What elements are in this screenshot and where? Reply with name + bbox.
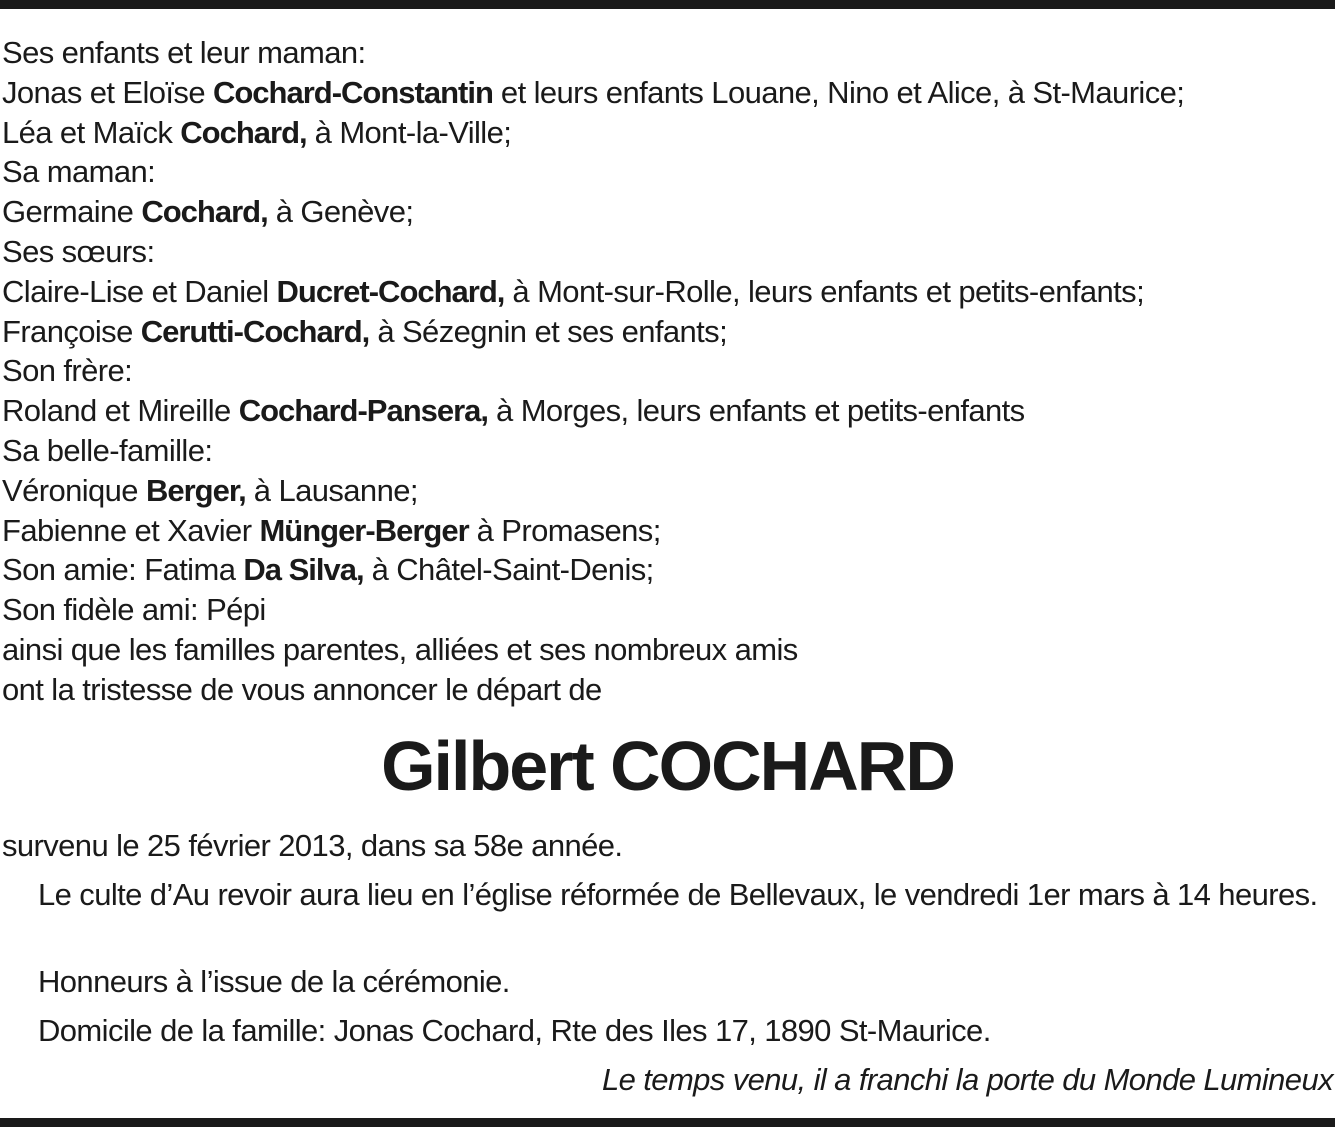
family-line: Jonas et Eloïse Cochard-Constantin et leurs enfants Louane, Nino et Alice, à St-Maurice; <box>2 74 1185 110</box>
family-line: Son fidèle ami: Pépi <box>2 592 266 628</box>
family-line: Ses enfants et leur maman: <box>2 35 366 70</box>
family-list <box>2 33 1332 710</box>
family-line: Sa maman: <box>2 154 156 190</box>
family-address: Domicile de la famille: Jonas Cochard, Rte des Iles 17, 1890 St-Maurice. <box>38 1013 991 1048</box>
family-line: Sa belle-famille: <box>2 432 213 468</box>
family-line: Véronique Berger, à Lausanne; <box>2 472 418 508</box>
family-line: Françoise Cerutti-Cochard, à Sézegnin et ses enfants; <box>2 313 728 349</box>
family-line: Son amie: Fatima Da Silva, à Châtel-Saint-Denis; <box>2 552 654 588</box>
family-line: Germaine Cochard, à Genève; <box>2 194 414 230</box>
service-announcement: Le culte d’Au revoir aura lieu en l’église réformée de Bellevaux, le vendredi 1er mars à 14 heures. <box>38 877 1318 912</box>
passing-date: survenu le 25 février 2013, dans sa 58e année. <box>2 828 623 863</box>
family-line: Son frère: <box>2 353 133 389</box>
family-line: Léa et Maïck Cochard, à Mont-la-Ville; <box>2 114 512 150</box>
family-line: ainsi que les familles parentes, alliées et ses nombreux amis <box>2 631 798 667</box>
family-line: Ses sœurs: <box>2 233 155 269</box>
deceased-name: Gilbert COCHARD <box>381 727 954 805</box>
honors-note: Honneurs à l’issue de la cérémonie. <box>38 964 510 999</box>
family-line: Fabienne et Xavier Münger-Berger à Promasens; <box>2 512 661 548</box>
family-line: Claire-Lise et Daniel Ducret-Cochard, à Mont-sur-Rolle, leurs enfants et petits-enfants; <box>2 273 1145 309</box>
family-line: Roland et Mireille Cochard-Pansera, à Morges, leurs enfants et petits-enfants <box>2 393 1025 429</box>
family-line: ont la tristesse de vous annoncer le départ de <box>2 671 602 707</box>
top-rule <box>0 0 1335 9</box>
bottom-rule <box>0 1118 1335 1127</box>
closing-quote: Le temps venu, il a franchi la porte du Monde Lumineux <box>602 1062 1333 1097</box>
